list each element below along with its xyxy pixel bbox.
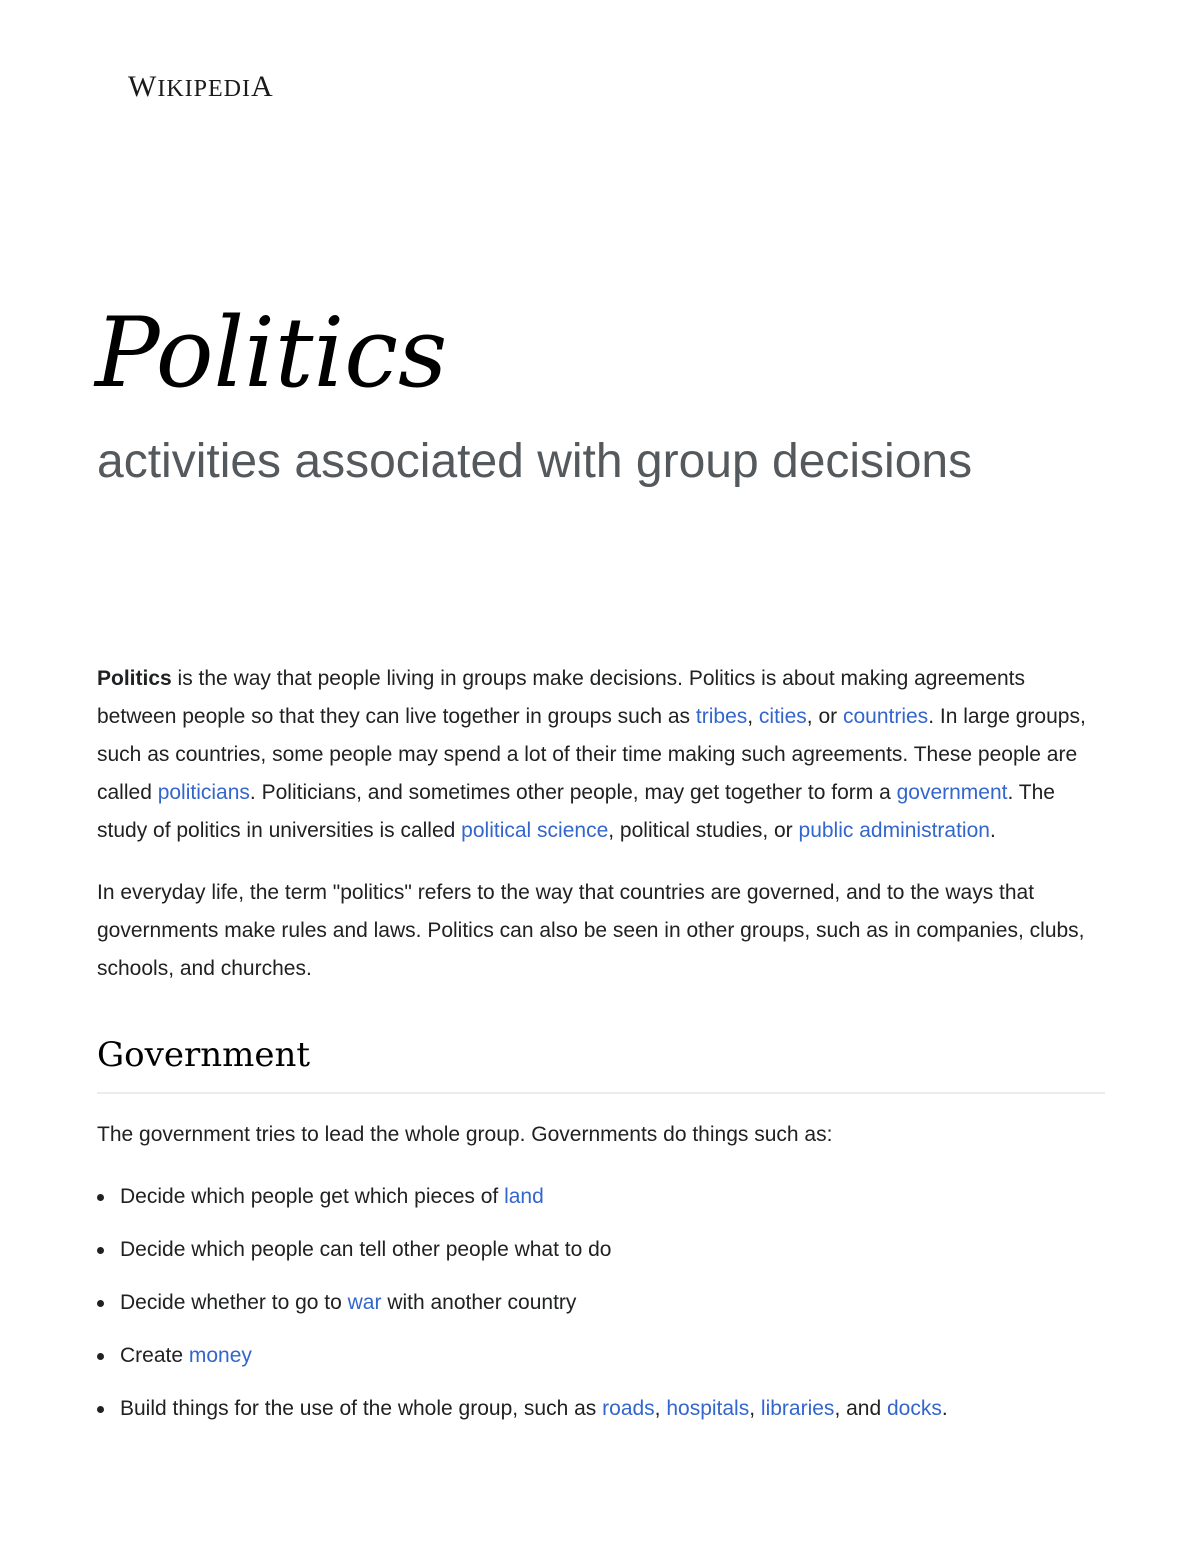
text-run: , — [747, 705, 759, 728]
link-docks[interactable]: docks — [886, 1397, 942, 1420]
text-run: with another country — [381, 1291, 577, 1314]
list-item — [97, 1231, 1105, 1269]
text-run: . In large groups, such as countries, some people may spend a lot of their time making such agreements. These people are called — [97, 705, 1086, 804]
wikipedia-logo[interactable] — [128, 70, 274, 104]
link-cities[interactable]: cities — [758, 705, 807, 728]
text-run: , — [654, 1397, 667, 1420]
list-item — [97, 1178, 1105, 1216]
text-run: Build things for the use of the whole group, such as — [120, 1397, 603, 1420]
article-content — [97, 660, 1105, 1443]
list-item — [97, 1337, 1105, 1375]
list-item — [97, 1390, 1105, 1428]
link-land[interactable]: land — [504, 1185, 544, 1208]
link-money[interactable]: money — [188, 1344, 252, 1367]
logo-last-letter: A — [250, 70, 274, 103]
list-item — [97, 1284, 1105, 1322]
bullet-icon — [97, 1247, 104, 1254]
text-run: Decide which people can tell other people what to do — [120, 1238, 612, 1261]
intro-paragraph-2: In everyday life, the term "politics" refers to the way that countries are governed, and to the ways that governments make rules and laws. Politics can also be seen in other groups, such as in companies, clubs, schools, and churches. — [97, 881, 1085, 980]
bullet-icon — [97, 1406, 104, 1413]
link-tribes[interactable]: tribes — [695, 705, 748, 728]
link-hospitals[interactable]: hospitals — [666, 1397, 750, 1420]
link-public-administration[interactable]: public administration — [798, 819, 990, 842]
text-run: . Politicians, and sometimes other people, may get together to form a — [249, 781, 897, 804]
link-government[interactable]: government — [896, 781, 1008, 804]
link-political-science[interactable]: political science — [461, 819, 609, 842]
government-intro: The government tries to lead the whole group. Governments do things such as: — [97, 1123, 833, 1146]
text-run: , political studies, or — [608, 819, 799, 842]
page-subtitle: activities associated with group decisions — [97, 435, 973, 488]
text-run: , — [749, 1397, 761, 1420]
link-countries[interactable]: countries — [842, 705, 929, 728]
text-run: Decide which people get which pieces of — [120, 1185, 505, 1208]
intro-paragraph-1 — [97, 660, 1105, 850]
bullet-icon — [97, 1300, 104, 1307]
text-run: , and — [834, 1397, 887, 1420]
text-run: is the way that people living in groups make decisions. Politics is about making agreements between people so that they can live together in groups such as — [97, 667, 1025, 728]
text-run: . — [989, 819, 996, 842]
government-list — [97, 1178, 1105, 1428]
text-run: Create — [120, 1344, 189, 1367]
link-roads[interactable]: roads — [602, 1397, 655, 1420]
link-libraries[interactable]: libraries — [760, 1397, 835, 1420]
page-title: Politics — [95, 297, 448, 409]
text-run: , or — [806, 705, 843, 728]
text-run: . The study of politics in universities is called — [97, 781, 1055, 842]
bullet-icon — [97, 1353, 104, 1360]
link-war[interactable]: war — [347, 1291, 382, 1314]
logo-middle-letters: IKIPEDI — [157, 76, 251, 102]
logo-first-letter: W — [128, 70, 158, 103]
bold-term: Politics — [97, 667, 172, 690]
text-run: Decide whether to go to — [120, 1291, 348, 1314]
bullet-icon — [97, 1194, 104, 1201]
section-heading-government: Government — [97, 1032, 1105, 1094]
text-run: . — [941, 1397, 948, 1420]
link-politicians[interactable]: politicians — [157, 781, 250, 804]
